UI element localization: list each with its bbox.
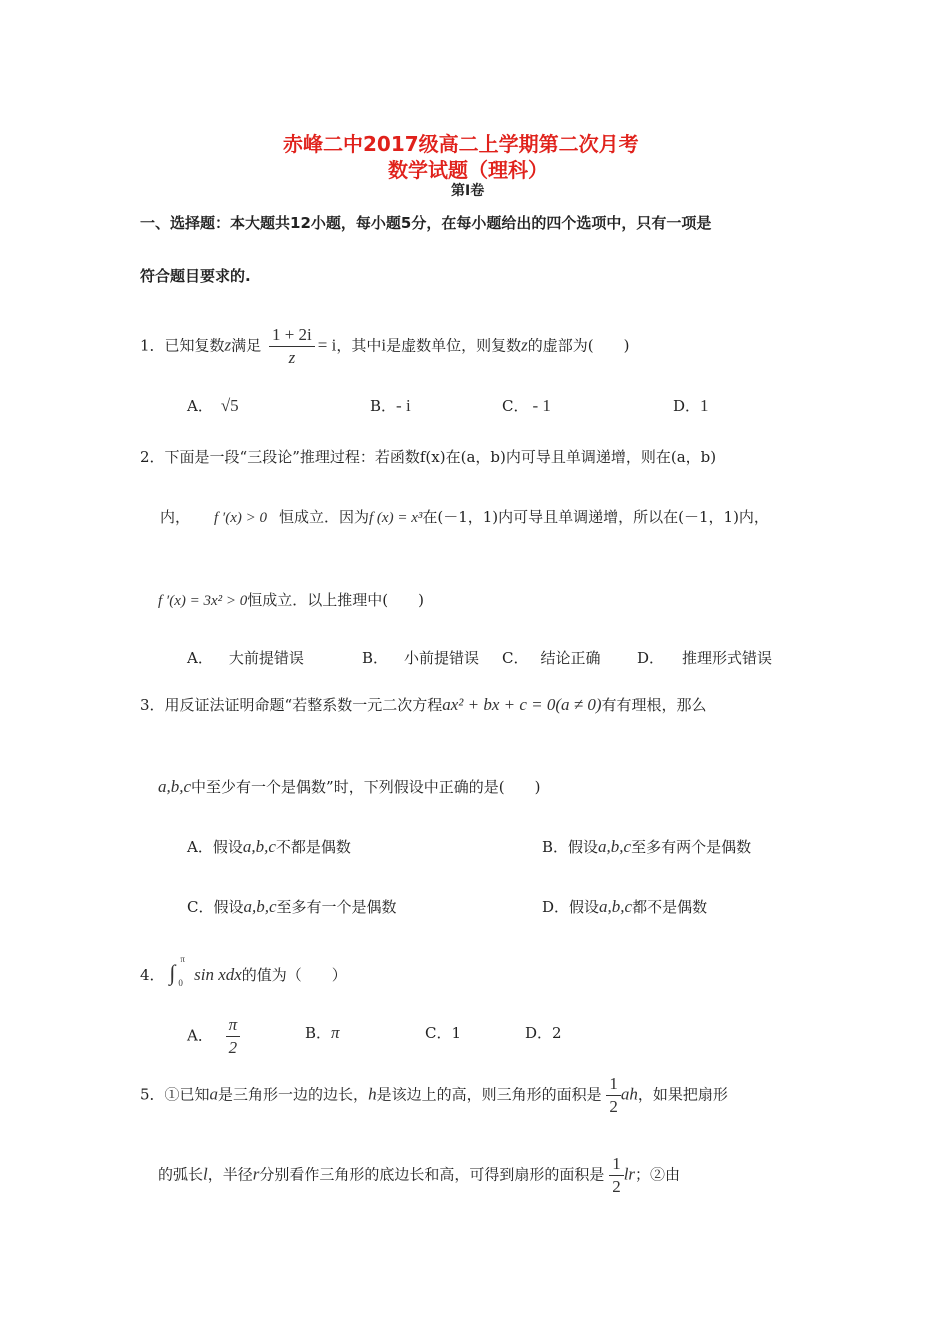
question-2-line1: 2．下面是一段“三段论”推理过程：若函数f(x)在(a，b)内可导且单调递增，则在(a，b) (140, 448, 717, 466)
section-intro-line2: 符合题目要求的. (140, 267, 251, 285)
q3-option-c: C．假设a,b,c至多有一个是偶数 (187, 897, 397, 916)
question-5-line2: 的弧长l，半径r分别看作三角形的底边长和高，可得到扇形的面积是 $\frac{1}{2}$ lr；②由 (158, 1154, 681, 1196)
q3-option-d: D．假设a,b,c都不是偶数 (542, 897, 708, 916)
q2-option-a: A． 大前提错误 (187, 649, 304, 667)
q4-option-b: B．π (305, 1023, 340, 1042)
volume-label: 第Ⅰ卷 (451, 183, 485, 199)
q4-option-d: D．2 (525, 1024, 562, 1042)
exam-title: 赤峰二中2017级高二上学期第二次月考 (283, 132, 639, 156)
question-3-line2: a,b,c中至少有一个是偶数”时，下列假设中正确的是( ) (158, 777, 541, 796)
q3-option-a: A．假设a,b,c不都是偶数 (187, 837, 351, 856)
q4-option-a: A． $\frac{\pi}{2}$ (187, 1014, 240, 1059)
question-5-line1: 5．①已知a是三角形一边的边长，h是该边上的高，则三角形的面积是 $\frac{1}{2}$ ah，如果把扇形 (140, 1074, 728, 1116)
question-2-line3: f ′(x) = 3x² > 0恒成立．以上推理中( ) (158, 591, 424, 609)
q4-integral: ∫ π 0 (169, 954, 185, 988)
q1-option-d: D．1 (673, 396, 709, 415)
q4-option-c: C．1 (425, 1024, 462, 1042)
q2-option-b: B． 小前提错误 (362, 649, 480, 667)
question-1-stem: 1．已知复数z满足 $\frac{1 + 2i}{z}$ = i，其中i是虚数单位，则复数z的虚部为( ) (140, 325, 630, 367)
section-intro-line1: 一、选择题：本大题共12小题，每小题5分，在每小题给出的四个选项中，只有一项是 (140, 214, 712, 232)
q1-option-b: B．- i (370, 396, 411, 415)
q3-option-b: B．假设a,b,c至多有两个是偶数 (542, 837, 752, 856)
question-3-line1: 3．用反证法证明命题“若整系数一元二次方程ax² + bx + c = 0(a ≠ 0)有有理根，那么 (140, 695, 707, 714)
question-2-line2: 内， f ′(x) > 0 恒成立．因为f (x) = x³在(－1，1)内可导且单调递增，所以在(－1，1)内， (160, 508, 769, 526)
q2-option-c: C． 结论正确 (502, 649, 601, 667)
exam-subtitle: 数学试题（理科） (388, 158, 548, 182)
q1-fraction: $\frac{1 + 2i}{z}$ (269, 324, 315, 369)
question-4-stem: 4． ∫ π 0 sin xdx的值为（ ） (140, 954, 347, 988)
q1-option-c: C． - 1 (502, 396, 551, 415)
q2-option-d: D． 推理形式错误 (637, 649, 773, 667)
q1-option-a: A． √5 (187, 396, 239, 415)
